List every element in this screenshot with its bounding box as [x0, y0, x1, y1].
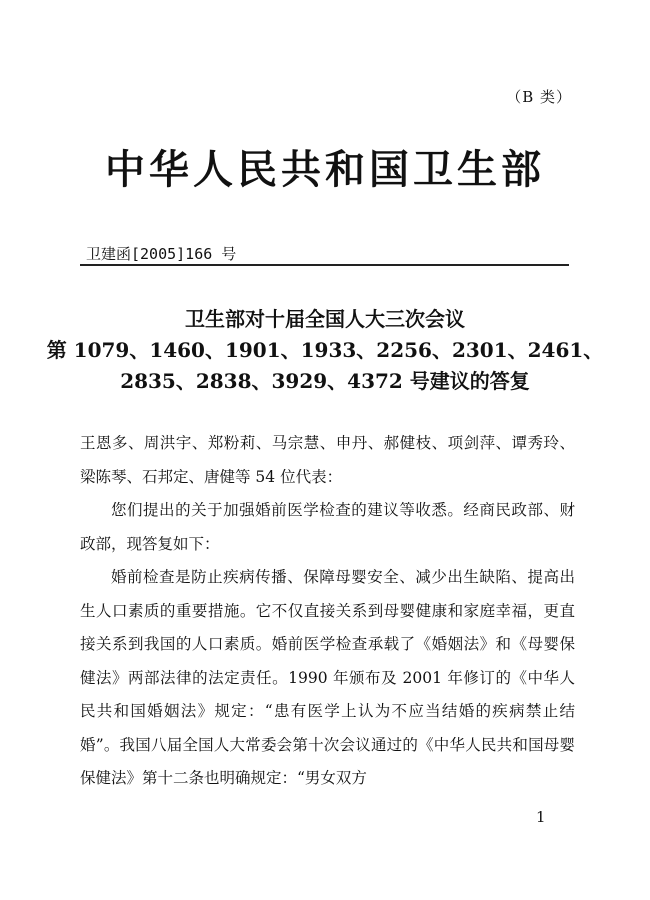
- body-paragraph: 您们提出的关于加强婚前医学检查的建议等收悉。经商民政部、财政部，现答复如下：: [80, 501, 575, 553]
- document-title-line-3: 2835、2838、3929、4372 号建议的答复: [120, 369, 530, 393]
- document-title: [0, 304, 650, 397]
- addressee-list: 王恩多、周洪宇、郑粉莉、马宗慧、申丹、郝健枝、项剑萍、谭秀玲、梁陈琴、石邦定、唐健等 54 位代表：: [80, 434, 575, 486]
- document-number: 卫建函[2005]166 号: [86, 245, 237, 263]
- document-title-line-1: 卫生部对十届全国人大三次会议: [185, 307, 465, 331]
- body-paragraph: 婚前检查是防止疾病传播、保障母婴安全、减少出生缺陷、提高出生人口素质的重要措施。它不仅直接关系到母婴健康和家庭幸福，更直接关系到我国的人口素质。婚前医学检查承载了《婚姻法》和《母婴保健法》两部法律的法定责任。1990 年颁布及 2001 年修订的《中华人民共和国婚姻法》规定：“患有医学上认为不应当结婚的疾病禁止结婚”。我国八届全国人大常委会第十次会议通过的《中华人民共和国母婴保健法》第十二条也明确规定：“男女双方: [80, 568, 575, 787]
- document-category: （B 类）: [506, 88, 572, 106]
- issuing-authority-title: 中华人民共和国卫生部: [105, 146, 545, 193]
- document-body: [80, 427, 575, 796]
- page-number: 1: [536, 808, 546, 826]
- document-title-line-2: 第 1079、1460、1901、1933、2256、2301、2461、: [46, 338, 604, 362]
- header-divider: [80, 264, 569, 266]
